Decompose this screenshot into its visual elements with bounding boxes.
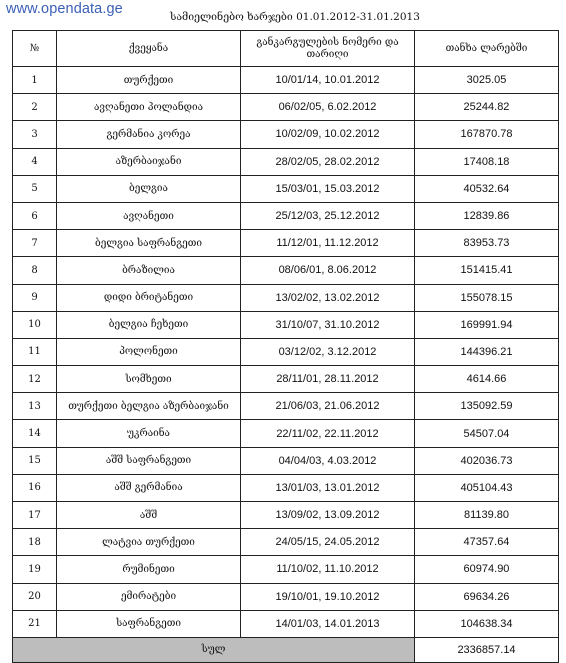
table-row — [13, 338, 559, 365]
row-declaration: 11/12/01, 11.12.2012 — [241, 230, 415, 257]
row-country: საფრანგეთი — [57, 610, 241, 637]
row-declaration: 11/10/02, 11.10.2012 — [241, 556, 415, 583]
row-number: 20 — [13, 583, 57, 610]
row-country: სომხეთი — [57, 366, 241, 393]
row-declaration: 19/10/01, 19.10.2012 — [241, 583, 415, 610]
header-country: ქვეყანა — [57, 31, 241, 67]
table-row — [13, 420, 559, 447]
row-declaration: 10/01/14, 10.01.2012 — [241, 67, 415, 94]
header-amount: თანხა ლარებში — [415, 31, 559, 67]
row-number: 21 — [13, 610, 57, 637]
row-declaration: 15/03/01, 15.03.2012 — [241, 175, 415, 202]
row-amount: 155078.15 — [415, 284, 559, 311]
row-declaration: 28/11/01, 28.11.2012 — [241, 366, 415, 393]
row-country: პოლონეთი — [57, 338, 241, 365]
row-declaration: 10/02/09, 10.02.2012 — [241, 121, 415, 148]
table-row — [13, 148, 559, 175]
row-country: ავღანეთი პოლანდია — [57, 94, 241, 121]
row-declaration: 06/02/05, 6.02.2012 — [241, 94, 415, 121]
total-row — [13, 637, 559, 662]
row-declaration: 04/04/03, 4.03.2012 — [241, 447, 415, 474]
row-country: ლატვია თურქეთი — [57, 529, 241, 556]
table-row — [13, 230, 559, 257]
row-country: ავღანეთი — [57, 202, 241, 229]
row-amount: 12839.86 — [415, 202, 559, 229]
row-amount: 3025.05 — [415, 67, 559, 94]
row-country: თურქეთი — [57, 67, 241, 94]
row-amount: 402036.73 — [415, 447, 559, 474]
row-country: უკრაინა — [57, 420, 241, 447]
row-number: 4 — [13, 148, 57, 175]
row-declaration: 31/10/07, 31.10.2012 — [241, 311, 415, 338]
table-row — [13, 366, 559, 393]
row-declaration: 25/12/03, 25.12.2012 — [241, 202, 415, 229]
table-row — [13, 121, 559, 148]
row-amount: 40532.64 — [415, 175, 559, 202]
row-country: რუმინეთი — [57, 556, 241, 583]
table-row — [13, 556, 559, 583]
row-number: 9 — [13, 284, 57, 311]
row-amount: 144396.21 — [415, 338, 559, 365]
row-number: 2 — [13, 94, 57, 121]
row-amount: 83953.73 — [415, 230, 559, 257]
table-row — [13, 175, 559, 202]
row-declaration: 08/06/01, 8.06.2012 — [241, 257, 415, 284]
table-row — [13, 257, 559, 284]
row-number: 11 — [13, 338, 57, 365]
table-header-row — [13, 31, 559, 67]
row-amount: 60974.90 — [415, 556, 559, 583]
row-amount: 47357.64 — [415, 529, 559, 556]
row-number: 8 — [13, 257, 57, 284]
row-country: გერმანია კორეა — [57, 121, 241, 148]
table-row — [13, 502, 559, 529]
row-number: 6 — [13, 202, 57, 229]
row-amount: 135092.59 — [415, 393, 559, 420]
row-number: 14 — [13, 420, 57, 447]
row-country: ბელგია ჩეხეთი — [57, 311, 241, 338]
row-country: აზერბაიჯანი — [57, 148, 241, 175]
row-amount: 405104.43 — [415, 474, 559, 501]
row-number: 12 — [13, 366, 57, 393]
table-row — [13, 447, 559, 474]
row-amount: 4614.66 — [415, 366, 559, 393]
table-row — [13, 583, 559, 610]
document-title: სამიელინებო ხარჯები 01.01.2012-31.01.2013 — [170, 11, 420, 23]
row-amount: 69634.26 — [415, 583, 559, 610]
total-label: სულ — [13, 637, 415, 662]
row-declaration: 21/06/03, 21.06.2012 — [241, 393, 415, 420]
table-row — [13, 94, 559, 121]
table-row — [13, 311, 559, 338]
row-country: ბრაზილია — [57, 257, 241, 284]
table-row — [13, 67, 559, 94]
watermark-url: www.opendata.ge — [6, 1, 123, 17]
table-row — [13, 284, 559, 311]
total-amount: 2336857.14 — [415, 637, 559, 662]
row-amount: 104638.34 — [415, 610, 559, 637]
table-row — [13, 610, 559, 637]
row-number: 5 — [13, 175, 57, 202]
row-country: ბელგია საფრანგეთი — [57, 230, 241, 257]
table-body — [13, 67, 559, 638]
table-row — [13, 474, 559, 501]
row-number: 7 — [13, 230, 57, 257]
row-declaration: 22/11/02, 22.11.2012 — [241, 420, 415, 447]
row-country: დიდი ბრიტანეთი — [57, 284, 241, 311]
row-country: ემირატები — [57, 583, 241, 610]
row-amount: 81139.80 — [415, 502, 559, 529]
header-number: № — [13, 31, 57, 67]
table-row — [13, 393, 559, 420]
row-amount: 17408.18 — [415, 148, 559, 175]
row-declaration: 13/01/03, 13.01.2012 — [241, 474, 415, 501]
row-declaration: 03/12/02, 3.12.2012 — [241, 338, 415, 365]
row-amount: 54507.04 — [415, 420, 559, 447]
expenses-table — [12, 30, 559, 663]
row-number: 10 — [13, 311, 57, 338]
row-country: თურქეთი ბელგია აზერბაიჯანი — [57, 393, 241, 420]
row-number: 3 — [13, 121, 57, 148]
table-row — [13, 529, 559, 556]
row-number: 15 — [13, 447, 57, 474]
row-declaration: 13/02/02, 13.02.2012 — [241, 284, 415, 311]
row-amount: 167870.78 — [415, 121, 559, 148]
row-number: 19 — [13, 556, 57, 583]
table-row — [13, 202, 559, 229]
row-declaration: 13/09/02, 13.09.2012 — [241, 502, 415, 529]
row-country: აშშ — [57, 502, 241, 529]
header-declaration: განკარგულების ნომერი და თარიღი — [241, 31, 415, 67]
row-number: 17 — [13, 502, 57, 529]
row-declaration: 24/05/15, 24.05.2012 — [241, 529, 415, 556]
row-country: ბელგია — [57, 175, 241, 202]
row-country: აშშ გერმანია — [57, 474, 241, 501]
row-declaration: 28/02/05, 28.02.2012 — [241, 148, 415, 175]
row-number: 13 — [13, 393, 57, 420]
row-country: აშშ საფრანგეთი — [57, 447, 241, 474]
row-number: 16 — [13, 474, 57, 501]
row-amount: 169991.94 — [415, 311, 559, 338]
row-amount: 25244.82 — [415, 94, 559, 121]
row-number: 18 — [13, 529, 57, 556]
row-declaration: 14/01/03, 14.01.2013 — [241, 610, 415, 637]
row-amount: 151415.41 — [415, 257, 559, 284]
row-number: 1 — [13, 67, 57, 94]
